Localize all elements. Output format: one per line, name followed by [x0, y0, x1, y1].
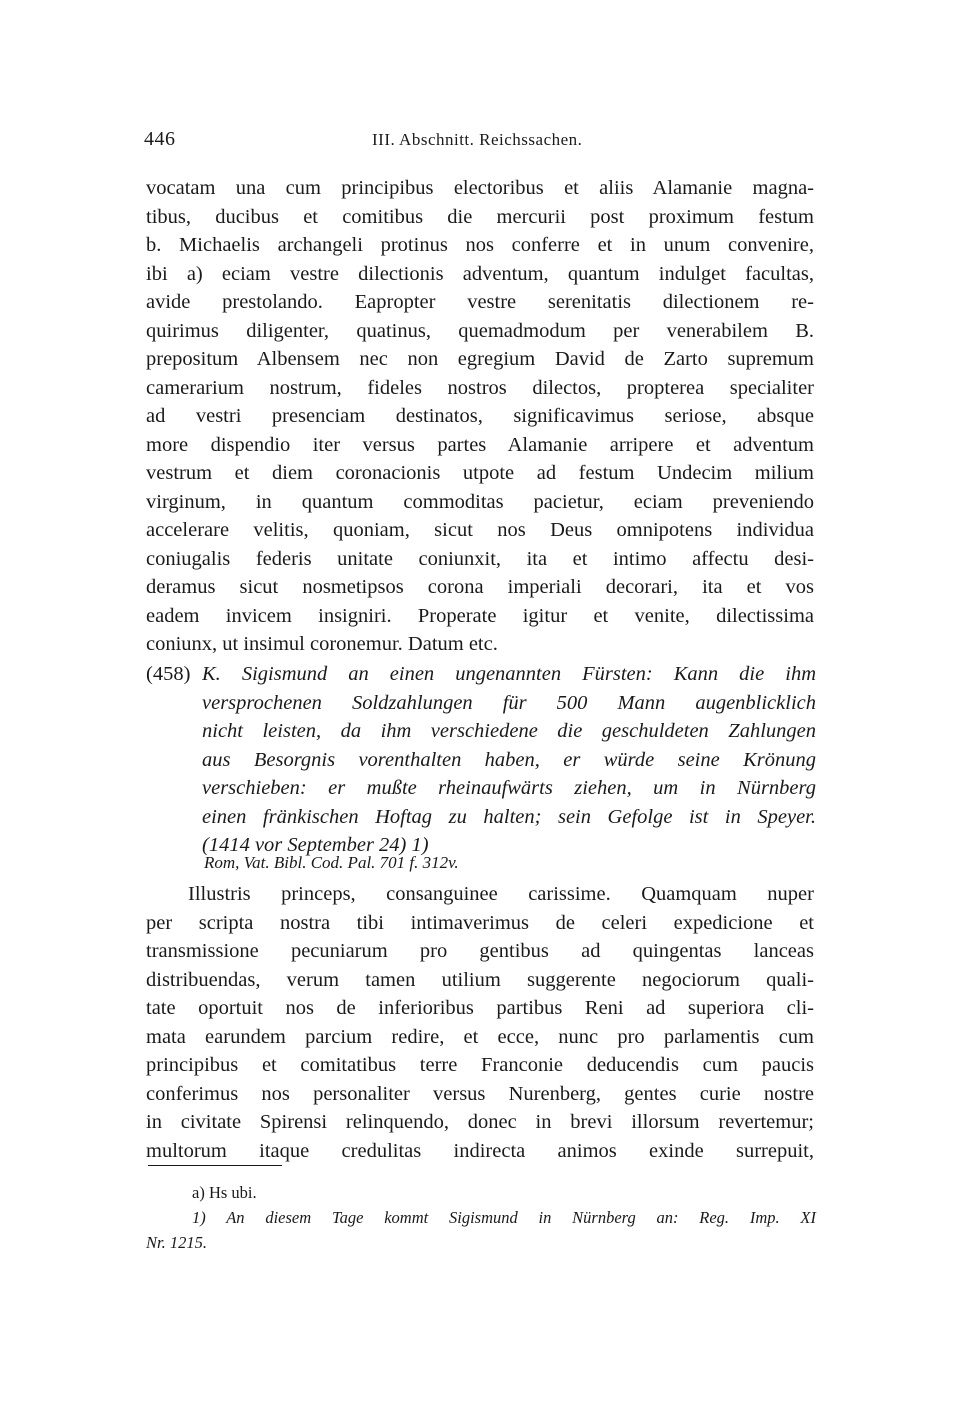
- regest-date: (1414 vor September 24) 1): [202, 834, 429, 856]
- text-line: ad vestri presenciam destinatos, significavimus seriose, absque: [146, 405, 814, 427]
- text-line: avide prestolando. Eapropter vestre serenitatis dilectionem re-: [146, 291, 814, 313]
- text-line: deramus sicut nosmetipsos corona imperiali decorari, ita et vos: [146, 576, 814, 598]
- regest-line: versprochenen Soldzahlungen für 500 Mann augenblicklich: [202, 691, 816, 714]
- footnote-divider: [148, 1165, 282, 1166]
- text-line: vocatam una cum principibus electoribus et aliis Alamanie magna-: [146, 177, 814, 199]
- regest-summary: [202, 660, 816, 860]
- footnotes: [146, 1180, 816, 1255]
- text-line: mata earundem parcium redire, et ecce, nunc pro parlamentis cum: [146, 1025, 814, 1048]
- page-number: 446: [144, 128, 176, 150]
- text-line: coniugalis federis unitate coniunxit, ita et intimo affectu desi-: [146, 547, 814, 570]
- text-line: distribuendas, verum tamen utilium suggerente negociorum quali-: [146, 968, 814, 991]
- text-line: b. Michaelis archangeli protinus nos conferre et in unum convenire,: [146, 234, 814, 256]
- footnote-1-continued: Nr. 1215.: [146, 1233, 207, 1252]
- text-line: camerarium nostrum, fideles nostros dilectos, propterea specialiter: [146, 376, 814, 399]
- text-line: Illustris princeps, consanguinee carissime. Quamquam nuper: [188, 883, 814, 905]
- document-number: (458): [146, 663, 191, 685]
- page-header: [144, 128, 816, 158]
- text-line: conferimus nos personaliter versus Nurenberg, gentes curie nostre: [146, 1082, 814, 1105]
- text-line: ibi a) eciam vestre dilectionis adventum, quantum indulget facultas,: [146, 262, 814, 285]
- regest-line: einen fränkischen Hoftag zu halten; sein Gefolge ist in Speyer.: [202, 805, 816, 828]
- text-line: per scripta nostra tibi intimaverimus de celeri expedicione et: [146, 911, 814, 934]
- text-line: tibus, ducibus et comitibus die mercurii post proximum festum: [146, 205, 814, 228]
- footnote-1: 1) An diesem Tage kommt Sigismund in Nürnberg an: Reg. Imp. XI: [192, 1208, 816, 1227]
- footnote-a: a) Hs ubi.: [192, 1183, 257, 1202]
- text-line: multorum itaque credulitas indirecta animos exinde surrepuit,: [146, 1139, 814, 1162]
- paragraph-letter-text: [146, 880, 814, 1165]
- paragraph-letter-ending: [146, 174, 814, 659]
- text-line: transmissione pecuniarum pro gentibus ad quingentas lanceas: [146, 940, 814, 962]
- text-line: prepositum Albensem nec non egregium David de Zarto supremum: [146, 348, 814, 370]
- text-line: principibus et comitatibus terre Franconie deducendis cum paucis: [146, 1054, 814, 1076]
- regest-line: nicht leisten, da ihm verschiedene die geschuldeten Zahlungen: [202, 720, 816, 742]
- regest-line: verschieben: er mußte rheinaufwärts ziehen, um in Nürnberg: [202, 777, 816, 799]
- regest-line: aus Besorgnis vorenthalten haben, er würde seine Krönung: [202, 748, 816, 771]
- running-head: III. Abschnitt. Reichssachen.: [372, 130, 583, 149]
- text-line: virginum, in quantum commoditas pacietur, eciam preveniendo: [146, 490, 814, 513]
- text-line: quirimus diligenter, quatinus, quemadmodum per venerabilem B.: [146, 319, 814, 342]
- text-line: eadem invicem insigniri. Properate igitur et venite, dilectissima: [146, 604, 814, 627]
- regest-line: K. Sigismund an einen ungenannten Fürsten: Kann die ihm: [202, 663, 816, 685]
- text-line: in civitate Spirensi relinquendo, donec in brevi illorsum revertemur;: [146, 1111, 814, 1133]
- text-line: tate oportuit nos de inferioribus partibus Reni ad superiora cli-: [146, 997, 814, 1019]
- manuscript-source: Rom, Vat. Bibl. Cod. Pal. 701 f. 312v.: [204, 853, 459, 872]
- text-line: accelerare velitis, quoniam, sicut nos Deus omnipotens individua: [146, 519, 814, 541]
- text-line: vestrum et diem coronacionis utpote ad festum Undecim milium: [146, 462, 814, 484]
- text-line: more dispendio iter versus partes Alamanie arripere et adventum: [146, 433, 814, 456]
- text-line: coniunx, ut insimul coronemur. Datum etc.: [146, 633, 498, 655]
